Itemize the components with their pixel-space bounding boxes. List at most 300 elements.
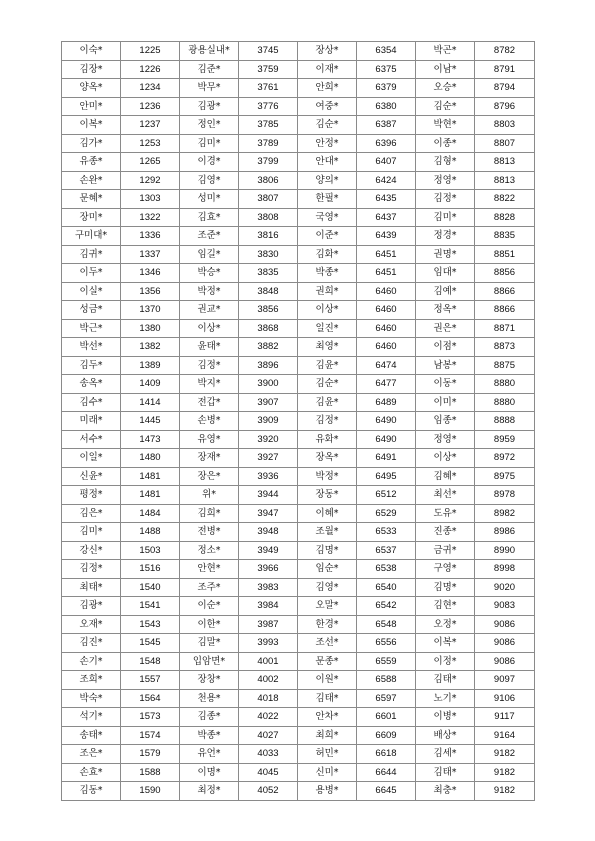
table-row <box>62 634 535 653</box>
name-cell: 박승* <box>180 264 239 283</box>
name-cell: 조월* <box>298 523 357 542</box>
name-cell: 유화* <box>298 430 357 449</box>
number-cell: 1543 <box>121 615 180 634</box>
number-cell: 8856 <box>475 264 535 283</box>
name-cell: 이상* <box>298 301 357 320</box>
number-cell: 9097 <box>475 671 535 690</box>
number-cell: 8982 <box>475 504 535 523</box>
number-cell: 3806 <box>239 171 298 190</box>
name-cell: 최영* <box>298 338 357 357</box>
number-cell: 3927 <box>239 449 298 468</box>
name-cell: 이두* <box>62 264 121 283</box>
number-cell: 6460 <box>357 338 416 357</box>
table-row <box>62 190 535 209</box>
name-cell: 최정* <box>180 782 239 801</box>
table-row <box>62 615 535 634</box>
number-cell: 8880 <box>475 393 535 412</box>
name-cell: 전병* <box>180 523 239 542</box>
table-row <box>62 97 535 116</box>
name-cell: 김화* <box>298 245 357 264</box>
table-row <box>62 782 535 801</box>
name-cell: 최태* <box>62 578 121 597</box>
number-cell: 8813 <box>475 153 535 172</box>
name-cell: 조주* <box>180 578 239 597</box>
name-cell: 이명* <box>180 763 239 782</box>
name-cell: 금귀* <box>416 541 475 560</box>
name-cell: 손완* <box>62 171 121 190</box>
name-cell: 서수* <box>62 430 121 449</box>
table-row <box>62 597 535 616</box>
name-cell: 용병* <box>298 782 357 801</box>
name-cell: 이상* <box>180 319 239 338</box>
name-cell: 박현* <box>416 116 475 135</box>
number-cell: 6538 <box>357 560 416 579</box>
name-cell: 이실* <box>62 282 121 301</box>
name-cell: 구영* <box>416 560 475 579</box>
number-cell: 3984 <box>239 597 298 616</box>
number-cell: 8796 <box>475 97 535 116</box>
number-cell: 8807 <box>475 134 535 153</box>
number-cell: 8871 <box>475 319 535 338</box>
name-cell: 한필* <box>298 190 357 209</box>
name-cell: 임길* <box>180 245 239 264</box>
name-cell: 이병* <box>416 708 475 727</box>
number-cell: 8978 <box>475 486 535 505</box>
name-cell: 안현* <box>180 560 239 579</box>
name-cell: 김미* <box>62 523 121 542</box>
number-cell: 6451 <box>357 245 416 264</box>
number-cell: 3948 <box>239 523 298 542</box>
number-cell: 9106 <box>475 689 535 708</box>
name-cell: 김장* <box>62 60 121 79</box>
name-cell: 안희* <box>298 79 357 98</box>
number-cell: 3949 <box>239 541 298 560</box>
name-cell: 박지* <box>180 375 239 394</box>
number-cell: 6477 <box>357 375 416 394</box>
number-cell: 9182 <box>475 763 535 782</box>
number-cell: 1540 <box>121 578 180 597</box>
number-cell: 6490 <box>357 412 416 431</box>
table-row <box>62 208 535 227</box>
number-cell: 6540 <box>357 578 416 597</box>
number-cell: 1445 <box>121 412 180 431</box>
name-cell: 이한* <box>180 615 239 634</box>
number-cell: 1226 <box>121 60 180 79</box>
table-row <box>62 708 535 727</box>
name-cell: 노기* <box>416 689 475 708</box>
number-cell: 3759 <box>239 60 298 79</box>
name-cell: 최충* <box>416 782 475 801</box>
name-cell: 남봉* <box>416 356 475 375</box>
name-cell: 김정* <box>298 412 357 431</box>
number-cell: 9086 <box>475 652 535 671</box>
number-cell: 8835 <box>475 227 535 246</box>
number-cell: 1488 <box>121 523 180 542</box>
number-cell: 3816 <box>239 227 298 246</box>
number-cell: 3900 <box>239 375 298 394</box>
number-cell: 3835 <box>239 264 298 283</box>
number-cell: 6474 <box>357 356 416 375</box>
name-cell: 이준* <box>298 227 357 246</box>
table-row <box>62 430 535 449</box>
number-cell: 3896 <box>239 356 298 375</box>
number-cell: 1380 <box>121 319 180 338</box>
name-cell: 권명* <box>416 245 475 264</box>
name-cell: 김세* <box>416 745 475 764</box>
number-cell: 3830 <box>239 245 298 264</box>
donor-table <box>61 41 535 801</box>
name-cell: 김두* <box>62 356 121 375</box>
name-cell: 김명* <box>416 578 475 597</box>
number-cell: 6556 <box>357 634 416 653</box>
name-cell: 김은* <box>62 504 121 523</box>
name-cell: 김정* <box>180 356 239 375</box>
name-cell: 미래* <box>62 412 121 431</box>
number-cell: 8888 <box>475 412 535 431</box>
number-cell: 8875 <box>475 356 535 375</box>
name-cell: 박정* <box>298 467 357 486</box>
name-cell: 장옥* <box>298 449 357 468</box>
number-cell: 3807 <box>239 190 298 209</box>
name-cell: 오정* <box>416 615 475 634</box>
name-cell: 김순* <box>416 97 475 116</box>
number-cell: 1541 <box>121 597 180 616</box>
number-cell: 6495 <box>357 467 416 486</box>
number-cell: 3799 <box>239 153 298 172</box>
number-cell: 3966 <box>239 560 298 579</box>
table-row <box>62 560 535 579</box>
name-cell: 조준* <box>180 227 239 246</box>
name-cell: 장창* <box>180 671 239 690</box>
name-cell: 도유* <box>416 504 475 523</box>
number-cell: 3907 <box>239 393 298 412</box>
number-cell: 1237 <box>121 116 180 135</box>
number-cell: 1545 <box>121 634 180 653</box>
number-cell: 1516 <box>121 560 180 579</box>
name-cell: 김혜* <box>416 467 475 486</box>
name-cell: 이미* <box>416 393 475 412</box>
number-cell: 3848 <box>239 282 298 301</box>
name-cell: 장재* <box>180 449 239 468</box>
table-row <box>62 319 535 338</box>
name-cell: 김명* <box>298 541 357 560</box>
table-row <box>62 245 535 264</box>
number-cell: 8866 <box>475 301 535 320</box>
number-cell: 8959 <box>475 430 535 449</box>
name-cell: 김미* <box>180 134 239 153</box>
name-cell: 박정* <box>180 282 239 301</box>
table-row <box>62 541 535 560</box>
number-cell: 1303 <box>121 190 180 209</box>
name-cell: 장미* <box>62 208 121 227</box>
number-cell: 1336 <box>121 227 180 246</box>
number-cell: 3987 <box>239 615 298 634</box>
number-cell: 1389 <box>121 356 180 375</box>
name-cell: 권교* <box>180 301 239 320</box>
table-row <box>62 375 535 394</box>
name-cell: 김예* <box>416 282 475 301</box>
table-row <box>62 486 535 505</box>
table-row <box>62 671 535 690</box>
number-cell: 6490 <box>357 430 416 449</box>
name-cell: 정경* <box>416 227 475 246</box>
name-cell: 일진* <box>298 319 357 338</box>
number-cell: 9083 <box>475 597 535 616</box>
name-cell: 송태* <box>62 726 121 745</box>
name-cell: 오재* <box>62 615 121 634</box>
number-cell: 1414 <box>121 393 180 412</box>
table-row <box>62 171 535 190</box>
table-row <box>62 338 535 357</box>
number-cell: 3745 <box>239 42 298 61</box>
name-cell: 안대* <box>298 153 357 172</box>
number-cell: 6489 <box>357 393 416 412</box>
name-cell: 장상* <box>298 42 357 61</box>
number-cell: 1557 <box>121 671 180 690</box>
table-row <box>62 264 535 283</box>
table-row <box>62 393 535 412</box>
name-cell: 안차* <box>298 708 357 727</box>
name-cell: 박근* <box>62 319 121 338</box>
name-cell: 문종* <box>298 652 357 671</box>
table-row <box>62 301 535 320</box>
table-body <box>62 42 535 801</box>
number-cell: 1484 <box>121 504 180 523</box>
name-cell: 강신* <box>62 541 121 560</box>
name-cell: 성미* <box>180 190 239 209</box>
number-cell: 1548 <box>121 652 180 671</box>
name-cell: 배상* <box>416 726 475 745</box>
number-cell: 3785 <box>239 116 298 135</box>
number-cell: 4018 <box>239 689 298 708</box>
number-cell: 6437 <box>357 208 416 227</box>
number-cell: 1337 <box>121 245 180 264</box>
name-cell: 박선* <box>62 338 121 357</box>
name-cell: 김효* <box>180 208 239 227</box>
name-cell: 신윤* <box>62 467 121 486</box>
name-cell: 임순* <box>298 560 357 579</box>
number-cell: 1356 <box>121 282 180 301</box>
number-cell: 6618 <box>357 745 416 764</box>
number-cell: 8791 <box>475 60 535 79</box>
number-cell: 1573 <box>121 708 180 727</box>
name-cell: 김영* <box>298 578 357 597</box>
name-cell: 최선* <box>416 486 475 505</box>
number-cell: 9086 <box>475 615 535 634</box>
number-cell: 8975 <box>475 467 535 486</box>
table-row <box>62 745 535 764</box>
number-cell: 1574 <box>121 726 180 745</box>
number-cell: 3882 <box>239 338 298 357</box>
number-cell: 6601 <box>357 708 416 727</box>
name-cell: 김준* <box>180 60 239 79</box>
name-cell: 국영* <box>298 208 357 227</box>
name-cell: 이재* <box>298 60 357 79</box>
name-cell: 천용* <box>180 689 239 708</box>
table-row <box>62 356 535 375</box>
name-cell: 손효* <box>62 763 121 782</box>
table-row <box>62 60 535 79</box>
name-cell: 김윤* <box>298 393 357 412</box>
number-cell: 9164 <box>475 726 535 745</box>
number-cell: 3856 <box>239 301 298 320</box>
table-row <box>62 153 535 172</box>
number-cell: 1473 <box>121 430 180 449</box>
name-cell: 이혜* <box>298 504 357 523</box>
name-cell: 이동* <box>416 375 475 394</box>
name-cell: 평정* <box>62 486 121 505</box>
number-cell: 6379 <box>357 79 416 98</box>
number-cell: 9117 <box>475 708 535 727</box>
number-cell: 8803 <box>475 116 535 135</box>
number-cell: 8782 <box>475 42 535 61</box>
name-cell: 김태* <box>298 689 357 708</box>
number-cell: 1292 <box>121 171 180 190</box>
name-cell: 입암면* <box>180 652 239 671</box>
name-cell: 이경* <box>180 153 239 172</box>
number-cell: 1234 <box>121 79 180 98</box>
name-cell: 조희* <box>62 671 121 690</box>
number-cell: 8794 <box>475 79 535 98</box>
name-cell: 유언* <box>180 745 239 764</box>
table-row <box>62 116 535 135</box>
number-cell: 6407 <box>357 153 416 172</box>
number-cell: 1503 <box>121 541 180 560</box>
name-cell: 정옥* <box>416 301 475 320</box>
number-cell: 1370 <box>121 301 180 320</box>
name-cell: 문혜* <box>62 190 121 209</box>
number-cell: 1236 <box>121 97 180 116</box>
number-cell: 3868 <box>239 319 298 338</box>
name-cell: 유영* <box>180 430 239 449</box>
number-cell: 6460 <box>357 319 416 338</box>
number-cell: 1564 <box>121 689 180 708</box>
number-cell: 3920 <box>239 430 298 449</box>
name-cell: 정영* <box>416 430 475 449</box>
number-cell: 6451 <box>357 264 416 283</box>
number-cell: 3944 <box>239 486 298 505</box>
name-cell: 이원* <box>298 671 357 690</box>
name-cell: 이종* <box>416 134 475 153</box>
name-cell: 조은* <box>62 745 121 764</box>
number-cell: 6645 <box>357 782 416 801</box>
table-row <box>62 282 535 301</box>
name-cell: 신미* <box>298 763 357 782</box>
number-cell: 6537 <box>357 541 416 560</box>
number-cell: 1579 <box>121 745 180 764</box>
number-cell: 8851 <box>475 245 535 264</box>
name-cell: 안정* <box>298 134 357 153</box>
name-cell: 조선* <box>298 634 357 653</box>
name-cell: 여중* <box>298 97 357 116</box>
table-row <box>62 134 535 153</box>
name-cell: 김광* <box>180 97 239 116</box>
number-cell: 8813 <box>475 171 535 190</box>
number-cell: 8998 <box>475 560 535 579</box>
number-cell: 1480 <box>121 449 180 468</box>
number-cell: 8880 <box>475 375 535 394</box>
number-cell: 1265 <box>121 153 180 172</box>
number-cell: 8866 <box>475 282 535 301</box>
name-cell: 손병* <box>180 412 239 431</box>
number-cell: 6529 <box>357 504 416 523</box>
number-cell: 6533 <box>357 523 416 542</box>
table-row <box>62 726 535 745</box>
name-cell: 이남* <box>416 60 475 79</box>
name-cell: 김광* <box>62 597 121 616</box>
number-cell: 4002 <box>239 671 298 690</box>
number-cell: 6588 <box>357 671 416 690</box>
name-cell: 최희* <box>298 726 357 745</box>
name-cell: 윤태* <box>180 338 239 357</box>
table-row <box>62 449 535 468</box>
name-cell: 이정* <box>416 652 475 671</box>
number-cell: 3947 <box>239 504 298 523</box>
name-cell: 김동* <box>62 782 121 801</box>
name-cell: 이숙* <box>62 42 121 61</box>
number-cell: 1225 <box>121 42 180 61</box>
table-row <box>62 652 535 671</box>
table-row <box>62 763 535 782</box>
number-cell: 4027 <box>239 726 298 745</box>
number-cell: 1409 <box>121 375 180 394</box>
number-cell: 6548 <box>357 615 416 634</box>
name-cell: 장은* <box>180 467 239 486</box>
name-cell: 김진* <box>62 634 121 653</box>
name-cell: 김영* <box>180 171 239 190</box>
name-cell: 오승* <box>416 79 475 98</box>
number-cell: 6491 <box>357 449 416 468</box>
number-cell: 4052 <box>239 782 298 801</box>
name-cell: 박종* <box>298 264 357 283</box>
table-row <box>62 227 535 246</box>
name-cell: 김순* <box>298 116 357 135</box>
name-cell: 권은* <box>416 319 475 338</box>
number-cell: 8873 <box>475 338 535 357</box>
number-cell: 6396 <box>357 134 416 153</box>
number-cell: 1346 <box>121 264 180 283</box>
number-cell: 3776 <box>239 97 298 116</box>
name-cell: 김귀* <box>62 245 121 264</box>
name-cell: 김태* <box>416 763 475 782</box>
name-cell: 한경* <box>298 615 357 634</box>
number-cell: 6597 <box>357 689 416 708</box>
number-cell: 4045 <box>239 763 298 782</box>
name-cell: 양옥* <box>62 79 121 98</box>
table-row <box>62 412 535 431</box>
name-cell: 이상* <box>416 449 475 468</box>
number-cell: 1382 <box>121 338 180 357</box>
name-cell: 김가* <box>62 134 121 153</box>
name-cell: 전갑* <box>180 393 239 412</box>
number-cell: 3808 <box>239 208 298 227</box>
number-cell: 9182 <box>475 782 535 801</box>
number-cell: 4001 <box>239 652 298 671</box>
name-cell: 김종* <box>180 708 239 727</box>
table-row <box>62 79 535 98</box>
number-cell: 8822 <box>475 190 535 209</box>
number-cell: 1253 <box>121 134 180 153</box>
name-cell: 김희* <box>180 504 239 523</box>
name-cell: 김태* <box>416 671 475 690</box>
number-cell: 3909 <box>239 412 298 431</box>
table-row <box>62 523 535 542</box>
name-cell: 이일* <box>62 449 121 468</box>
name-cell: 박무* <box>180 79 239 98</box>
number-cell: 6460 <box>357 282 416 301</box>
number-cell: 3936 <box>239 467 298 486</box>
name-cell: 김정* <box>62 560 121 579</box>
